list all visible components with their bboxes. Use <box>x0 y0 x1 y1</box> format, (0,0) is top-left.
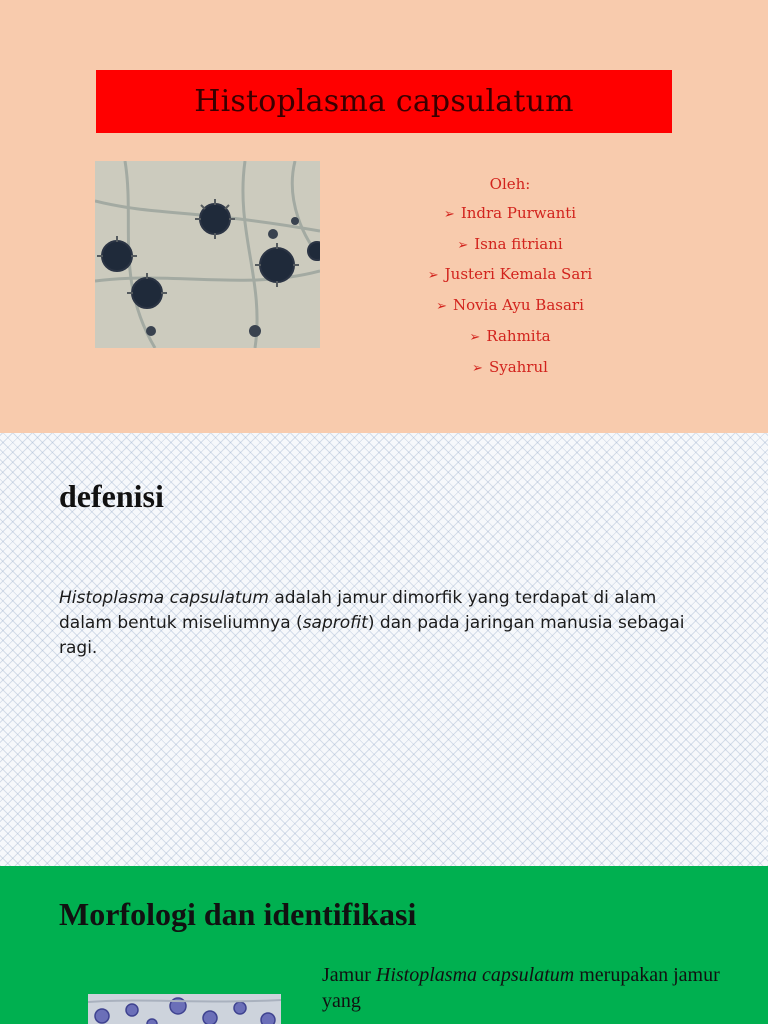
author-name: Isna fitriani <box>474 234 563 253</box>
author-name: Indra Purwanti <box>460 203 577 222</box>
arrow-bullet-icon: ➢ <box>457 237 469 253</box>
author-name: Novia Ayu Basari <box>453 296 584 315</box>
slide-title <box>0 0 768 433</box>
morphology-heading: Morfologi dan identifikasi <box>59 896 417 932</box>
morphology-paragraph <box>322 962 742 1014</box>
slide-definition <box>0 433 768 866</box>
species-name: Histoplasma capsulatum <box>59 588 269 608</box>
arrow-bullet-icon: ➢ <box>427 268 439 284</box>
slide-morphology <box>0 866 768 1024</box>
morphology-text: merupakan jamur yang <box>322 964 720 1012</box>
author-name: Syahrul <box>488 357 548 376</box>
cell-illustration <box>88 994 281 1024</box>
morphology-text: Jamur <box>322 964 376 986</box>
definition-text: ) dan pada jaringan manusia sebagai ragi. <box>59 613 685 658</box>
title-banner <box>96 70 672 133</box>
term-saprofit: saprofit <box>302 613 368 633</box>
author-name: Rahmita <box>486 326 551 345</box>
microscope-image-spores <box>95 161 320 348</box>
arrow-bullet-icon: ➢ <box>443 206 455 222</box>
definition-paragraph <box>59 586 709 661</box>
author-item <box>360 322 660 353</box>
slide-title-text: Histoplasma capsulatum <box>194 84 574 119</box>
arrow-bullet-icon: ➢ <box>472 360 483 376</box>
authors-lead: Oleh: <box>489 175 531 193</box>
arrow-bullet-icon: ➢ <box>469 329 481 345</box>
author-list <box>360 170 660 384</box>
author-item <box>360 291 660 322</box>
definition-heading: defenisi <box>59 478 164 514</box>
author-name: Justeri Kemala Sari <box>444 265 593 284</box>
species-name: Histoplasma capsulatum <box>375 964 575 986</box>
author-item <box>360 199 660 230</box>
author-item <box>360 260 660 291</box>
definition-text: adalah jamur dimorfik yang terdapat di alam dalam bentuk miseliumnya ( <box>59 588 657 633</box>
spore-illustration <box>95 161 320 348</box>
author-item <box>360 353 660 384</box>
arrow-bullet-icon: ➢ <box>436 299 448 315</box>
microscope-image-cells <box>88 994 281 1024</box>
author-item <box>360 230 660 261</box>
